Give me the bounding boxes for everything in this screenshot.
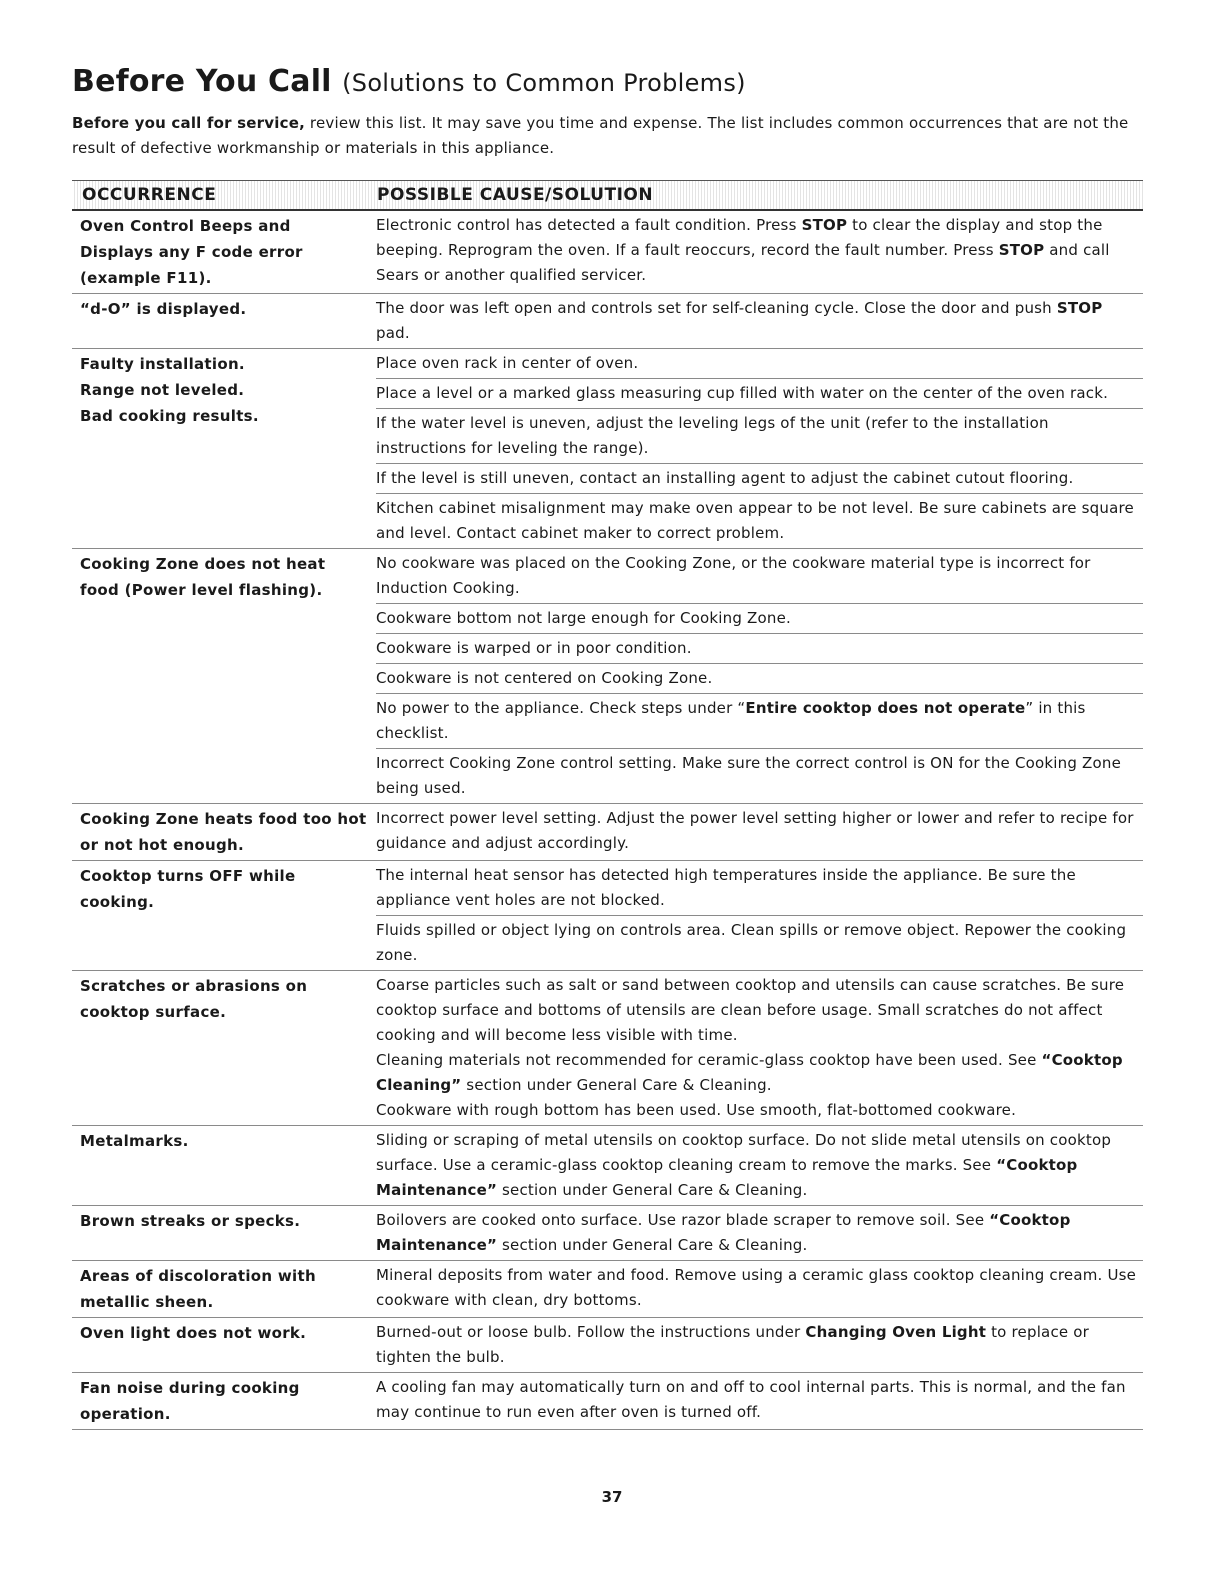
- solution-cell: [376, 1318, 1143, 1372]
- table-header: [72, 180, 1143, 211]
- page-number: 37: [601, 1488, 623, 1506]
- solution-item: Electronic control has detected a fault condition. Press STOP to clear the display and stop the beeping. Reprogram the oven. If a fault reoccurs, record the fault number. Press STOP and call Sears or another qualified servicer.: [376, 216, 1110, 284]
- solution-item: The internal heat sensor has detected high temperatures inside the appliance. Be sure the appliance vent holes are not blocked.: [376, 861, 1143, 916]
- solution-item: No power to the appliance. Check steps under “Entire cooktop does not operate” in this checklist.: [376, 694, 1143, 749]
- table-row: [72, 1318, 1143, 1373]
- occurrence-cell: Cooktop turns OFF while cooking.: [80, 867, 296, 911]
- occurrence-cell: Brown streaks or specks.: [80, 1212, 301, 1230]
- table-row: [72, 1206, 1143, 1261]
- page-title-main: Before You Call: [72, 64, 332, 99]
- occurrence-cell: Scratches or abrasions on cooktop surface.: [80, 977, 308, 1021]
- solution-item: No cookware was placed on the Cooking Zone, or the cookware material type is incorrect for Induction Cooking.: [376, 549, 1143, 604]
- intro-paragraph: [72, 111, 1143, 161]
- solution-item: Coarse particles such as salt or sand between cooktop and utensils can cause scratches. Be sure cooktop surface and bottoms of utensils are clean before usage. Small scratches do not affect cooking and will become less visible with time. Cleaning materials not recommended for ceramic-glass cooktop have been used. See “Cooktop Cleaning” section under General Care & Cleaning. Cookware with rough bottom has been used. Use smooth, flat-bottomed cookware.: [376, 976, 1125, 1119]
- solution-item: Place a level or a marked glass measuring cup filled with water on the center of the oven rack.: [376, 379, 1143, 409]
- occurrence-cell: “d-O” is displayed.: [80, 300, 247, 318]
- occurrence-cell: Oven Control Beeps and Displays any F code error (example F11).: [80, 217, 303, 287]
- occurrence-cell: Areas of discoloration with metallic sheen.: [80, 1267, 316, 1311]
- solution-item: Mineral deposits from water and food. Remove using a ceramic glass cooktop cleaning cream. Use cookware with clean, dry bottoms.: [376, 1266, 1137, 1309]
- solution-item: The door was left open and controls set for self-cleaning cycle. Close the door and push STOP pad.: [376, 299, 1103, 342]
- solution-item: Place oven rack in center of oven.: [376, 349, 1143, 379]
- header-possible-cause-solution: POSSIBLE CAUSE/SOLUTION: [377, 185, 654, 205]
- solution-item: Cookware bottom not large enough for Cooking Zone.: [376, 604, 1143, 634]
- solution-cell: [376, 549, 1143, 803]
- solution-item: Boilovers are cooked onto surface. Use razor blade scraper to remove soil. See “Cooktop Maintenance” section under General Care & Cleaning.: [376, 1211, 1071, 1254]
- table-row: [72, 294, 1143, 349]
- occurrence-cell: Oven light does not work.: [80, 1324, 307, 1342]
- page-title: [72, 62, 1143, 103]
- solution-item: If the water level is uneven, adjust the leveling legs of the unit (refer to the installation instructions for leveling the range).: [376, 409, 1143, 464]
- solution-item: Incorrect power level setting. Adjust the power level setting higher or lower and refer to recipe for guidance and adjust accordingly.: [376, 809, 1134, 852]
- intro-text: review this list. It may save you time and expense. The list includes common occurrences that are not the result of defective workmanship or materials in this appliance.: [72, 114, 1129, 157]
- table-row: [72, 211, 1143, 294]
- occurrence-cell: Cooking Zone heats food too hot or not hot enough.: [80, 810, 367, 854]
- solution-cell: [376, 1261, 1143, 1317]
- solution-item: Sliding or scraping of metal utensils on cooktop surface. Do not slide metal utensils on cooktop surface. Use a ceramic-glass cooktop cleaning cream to remove the marks. See “Cooktop Maintenance” section under General Care & Cleaning.: [376, 1131, 1112, 1199]
- table-row: [72, 349, 1143, 549]
- table-row: [72, 1373, 1143, 1430]
- occurrence-cell: Fan noise during cooking operation.: [80, 1379, 300, 1423]
- solution-cell: [376, 971, 1143, 1125]
- troubleshooting-table: [72, 211, 1143, 1430]
- table-row: [72, 1261, 1143, 1318]
- occurrence-cell: Metalmarks.: [80, 1132, 189, 1150]
- solution-cell: [376, 1126, 1143, 1205]
- table-row: [72, 971, 1143, 1126]
- solution-cell: [376, 349, 1143, 548]
- table-row: [72, 549, 1143, 804]
- header-occurrence: OCCURRENCE: [82, 185, 217, 205]
- solution-item: Fluids spilled or object lying on controls area. Clean spills or remove object. Repower the cooking zone.: [376, 921, 1127, 964]
- page: [72, 62, 1143, 1430]
- table-row: [72, 861, 1143, 971]
- solution-item: If the level is still uneven, contact an installing agent to adjust the cabinet cutout flooring.: [376, 464, 1143, 494]
- solution-cell: [376, 1373, 1143, 1429]
- occurrence-cell: Cooking Zone does not heat food (Power level flashing).: [80, 555, 326, 599]
- intro-lead: Before you call for service,: [72, 114, 305, 132]
- solution-item: Cookware is warped or in poor condition.: [376, 634, 1143, 664]
- table-row: [72, 1126, 1143, 1206]
- solution-cell: [376, 1206, 1143, 1260]
- solution-item: Cookware is not centered on Cooking Zone.: [376, 664, 1143, 694]
- solution-item: Kitchen cabinet misalignment may make oven appear to be not level. Be sure cabinets are square and level. Contact cabinet maker to correct problem.: [376, 499, 1134, 542]
- solution-item: Burned-out or loose bulb. Follow the instructions under Changing Oven Light to replace or tighten the bulb.: [376, 1323, 1090, 1366]
- page-title-subtitle: (Solutions to Common Problems): [342, 69, 746, 97]
- solution-cell: [376, 861, 1143, 970]
- occurrence-cell: Faulty installation. Range not leveled. Bad cooking results.: [80, 355, 259, 425]
- solution-item: A cooling fan may automatically turn on and off to cool internal parts. This is normal, and the fan may continue to run even after oven is turned off.: [376, 1378, 1126, 1421]
- table-row: [72, 804, 1143, 861]
- solution-cell: [376, 294, 1143, 348]
- solution-item: Incorrect Cooking Zone control setting. Make sure the correct control is ON for the Cooking Zone being used.: [376, 754, 1122, 797]
- solution-cell: [376, 804, 1143, 860]
- solution-cell: [376, 211, 1143, 293]
